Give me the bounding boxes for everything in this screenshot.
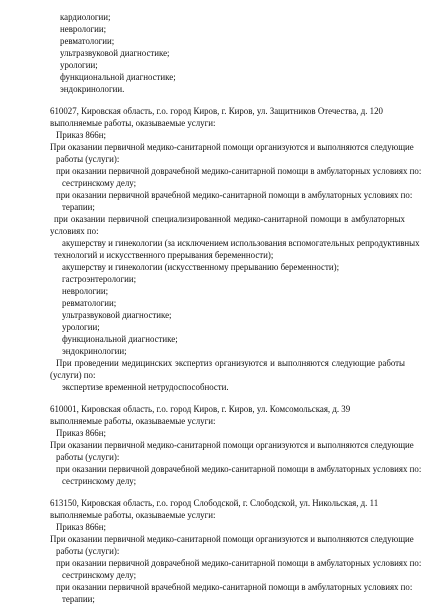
order-line: Приказ 866н;: [56, 428, 106, 438]
text-line: При проведении медицинских экспертиз организуются и выполняются следующие работы: [56, 358, 405, 368]
list-item: урологии;: [60, 60, 98, 70]
services-header: выполняемые работы, оказываемые услуги:: [50, 416, 216, 426]
text-line: работы (услуги):: [56, 154, 120, 164]
text-line: терапии;: [62, 202, 95, 212]
order-line: Приказ 866н;: [56, 130, 106, 140]
text-line: неврологии;: [62, 286, 109, 296]
order-line: Приказ 866н;: [56, 522, 106, 532]
text-line: При оказании первичной медико-санитарной помощи организуются и выполняются следующие: [50, 440, 414, 450]
text-line: технологий и искусственного прерывания беременности);: [54, 250, 274, 260]
text-line: эндокринологии;: [62, 346, 127, 356]
text-line: работы (услуги):: [56, 452, 120, 462]
text-line: при оказании первичной специализированной медико-санитарной помощи в амбулаторных: [54, 214, 405, 224]
list-item: функциональной диагностике;: [60, 72, 176, 82]
services-header: выполняемые работы, оказываемые услуги:: [50, 118, 216, 128]
text-line: сестринскому делу;: [62, 570, 137, 580]
text-line: акушерству и гинекологии (искусственному прерыванию беременности);: [62, 262, 340, 272]
section-address: 610027, Кировская область, г.о. город Киров, г. Киров, ул. Защитников Отечества, д. 120: [50, 106, 383, 116]
list-item: ревматологии;: [60, 36, 115, 46]
text-line: урологии;: [62, 322, 100, 332]
services-header: выполняемые работы, оказываемые услуги:: [50, 510, 216, 520]
text-line: сестринскому делу;: [62, 178, 137, 188]
list-item: кардиологии;: [60, 12, 111, 22]
text-line: гастроэнтерологии;: [62, 274, 137, 284]
text-line: работы (услуги):: [56, 546, 120, 556]
text-line: при оказании первичной доврачебной медико-санитарной помощи в амбулаторных условиях по:: [56, 558, 422, 568]
section-address: 613150, Кировская область, г.о. город Слободской, г. Слободской, ул. Никольская, д. 11: [50, 498, 379, 508]
text-line: При оказании первичной медико-санитарной помощи организуются и выполняются следующие: [50, 142, 414, 152]
text-line: при оказании первичной доврачебной медико-санитарной помощи в амбулаторных условиях по:: [56, 166, 422, 176]
text-line: При оказании первичной медико-санитарной помощи организуются и выполняются следующие: [50, 534, 414, 544]
text-line: при оказании первичной доврачебной медико-санитарной помощи в амбулаторных условиях по:: [56, 464, 422, 474]
text-line: акушерству и гинекологии (за исключением использования вспомогательных репродуктивных: [62, 238, 420, 248]
list-item: эндокринологии.: [60, 84, 125, 94]
list-item: ультразвуковой диагностике;: [60, 48, 170, 58]
text-line: экспертизе временной нетрудоспособности.: [62, 382, 229, 392]
text-line: при оказании первичной врачебной медико-санитарной помощи в амбулаторных условиях по:: [56, 190, 413, 200]
text-line: функциональной диагностике;: [62, 334, 178, 344]
text-line: при оказании первичной врачебной медико-санитарной помощи в амбулаторных условиях по:: [56, 582, 413, 592]
text-line: сестринскому делу;: [62, 476, 137, 486]
text-line: (услуги) по:: [50, 370, 96, 380]
list-item: неврологии;: [60, 24, 107, 34]
text-line: терапии;: [62, 594, 95, 604]
text-line: условиях по:: [50, 226, 99, 236]
text-line: ревматологии;: [62, 298, 117, 308]
section-address: 610001, Кировская область, г.о. город Киров, г. Киров, ул. Комсомольская, д. 39: [50, 404, 351, 414]
text-line: ультразвуковой диагностике;: [62, 310, 172, 320]
